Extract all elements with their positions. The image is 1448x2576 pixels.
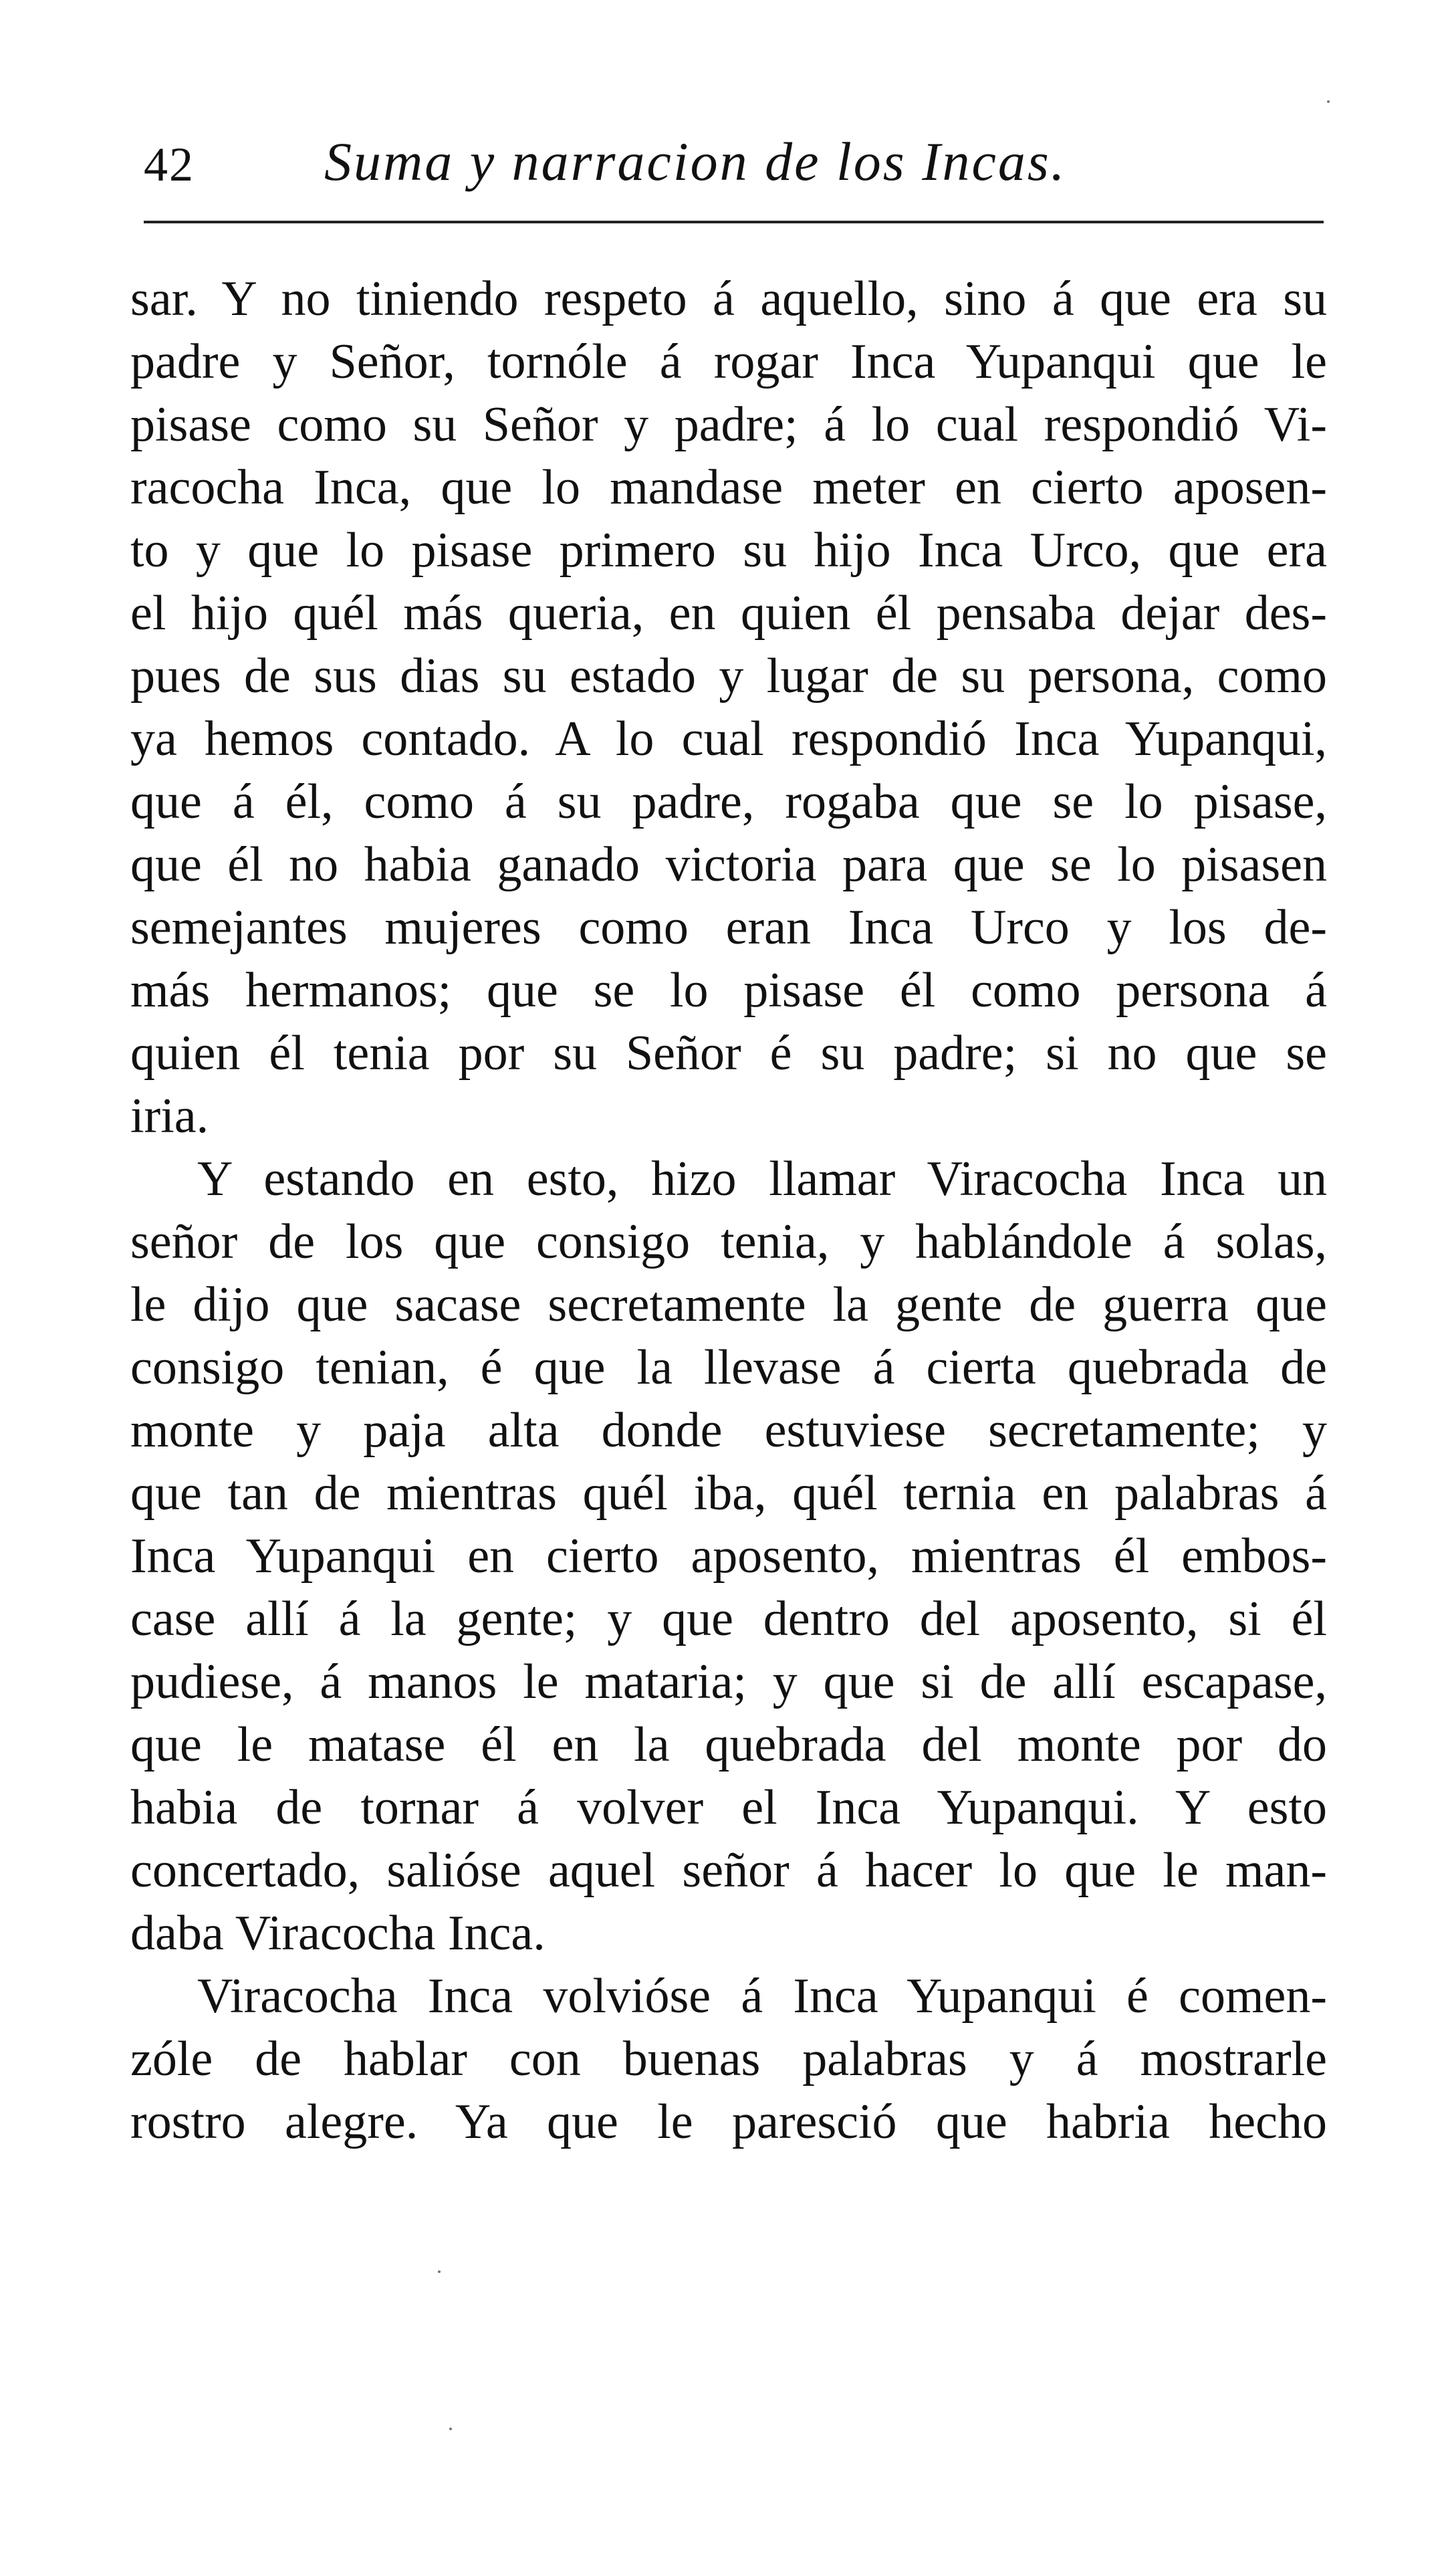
text-line: iria.: [130, 1089, 209, 1144]
text-line: más hermanos; que se lo pisase él como persona á: [130, 963, 1327, 1018]
text-line: que á él, como á su padre, rogaba que se lo pisase,: [130, 774, 1327, 829]
text-line: daba Viracocha Inca.: [130, 1906, 546, 1961]
text-line: que tan de mientras quél iba, quél ternia en palabras á: [130, 1466, 1327, 1521]
text-line: semejantes mujeres como eran Inca Urco y los de-: [130, 900, 1327, 955]
text-line: ya hemos contado. A lo cual respondió Inca Yupanqui,: [130, 712, 1327, 766]
paper-speck: [438, 2270, 441, 2273]
paper-speck: [1327, 100, 1330, 103]
text-line: Inca Yupanqui en cierto aposento, mientras él embos-: [130, 1529, 1327, 1584]
text-line: padre y Señor, tornóle á rogar Inca Yupanqui que le: [130, 334, 1327, 389]
text-line: to y que lo pisase primero su hijo Inca Urco, que era: [130, 523, 1327, 578]
text-line: pisase como su Señor y padre; á lo cual respondió Vi-: [130, 397, 1327, 452]
text-line: zóle de hablar con buenas palabras y á mostrarle: [130, 2032, 1327, 2086]
text-line: Viracocha Inca volvióse á Inca Yupanqui é comen-: [197, 1969, 1327, 2024]
text-line: racocha Inca, que lo mandase meter en cierto aposen-: [130, 460, 1327, 515]
body-text: [130, 267, 1327, 2153]
text-line: consigo tenian, é que la llevase á cierta quebrada de: [130, 1340, 1327, 1395]
text-line: el hijo quél más queria, en quien él pensaba dejar des-: [130, 586, 1327, 641]
text-line: pues de sus dias su estado y lugar de su persona, como: [130, 649, 1327, 704]
paper-speck: [449, 2428, 452, 2430]
text-line: que le matase él en la quebrada del monte por do: [130, 1717, 1327, 1772]
text-line: señor de los que consigo tenia, y hablándole á solas,: [130, 1214, 1327, 1269]
header-rule: [144, 221, 1324, 223]
text-line: Y estando en esto, hizo llamar Viracocha Inca un: [197, 1152, 1327, 1206]
text-line: monte y paja alta donde estuviese secretamente; y: [130, 1403, 1327, 1458]
text-line: le dijo que sacase secretamente la gente de guerra que: [130, 1277, 1327, 1332]
text-line: rostro alegre. Ya que le paresció que habria hecho: [130, 2095, 1327, 2149]
paragraph-3: [130, 1965, 1327, 2153]
page-number: 42: [144, 138, 195, 191]
text-line: sar. Y no tiniendo respeto á aquello, sino á que era su: [130, 272, 1327, 326]
text-line: pudiese, á manos le mataria; y que si de allí escapase,: [130, 1654, 1327, 1709]
paragraph-2: [130, 1148, 1327, 1965]
running-title: Suma y narracion de los Incas.: [324, 131, 1067, 192]
text-line: case allí á la gente; y que dentro del aposento, si él: [130, 1592, 1327, 1646]
running-head: [144, 130, 1334, 204]
text-line: que él no habia ganado victoria para que se lo pisasen: [130, 837, 1327, 892]
text-line: habia de tornar á volver el Inca Yupanqui. Y esto: [130, 1780, 1327, 1835]
text-line: quien él tenia por su Señor é su padre; si no que se: [130, 1026, 1327, 1081]
paragraph-1: [130, 267, 1327, 1148]
text-line: concertado, salióse aquel señor á hacer lo que le man-: [130, 1843, 1327, 1898]
